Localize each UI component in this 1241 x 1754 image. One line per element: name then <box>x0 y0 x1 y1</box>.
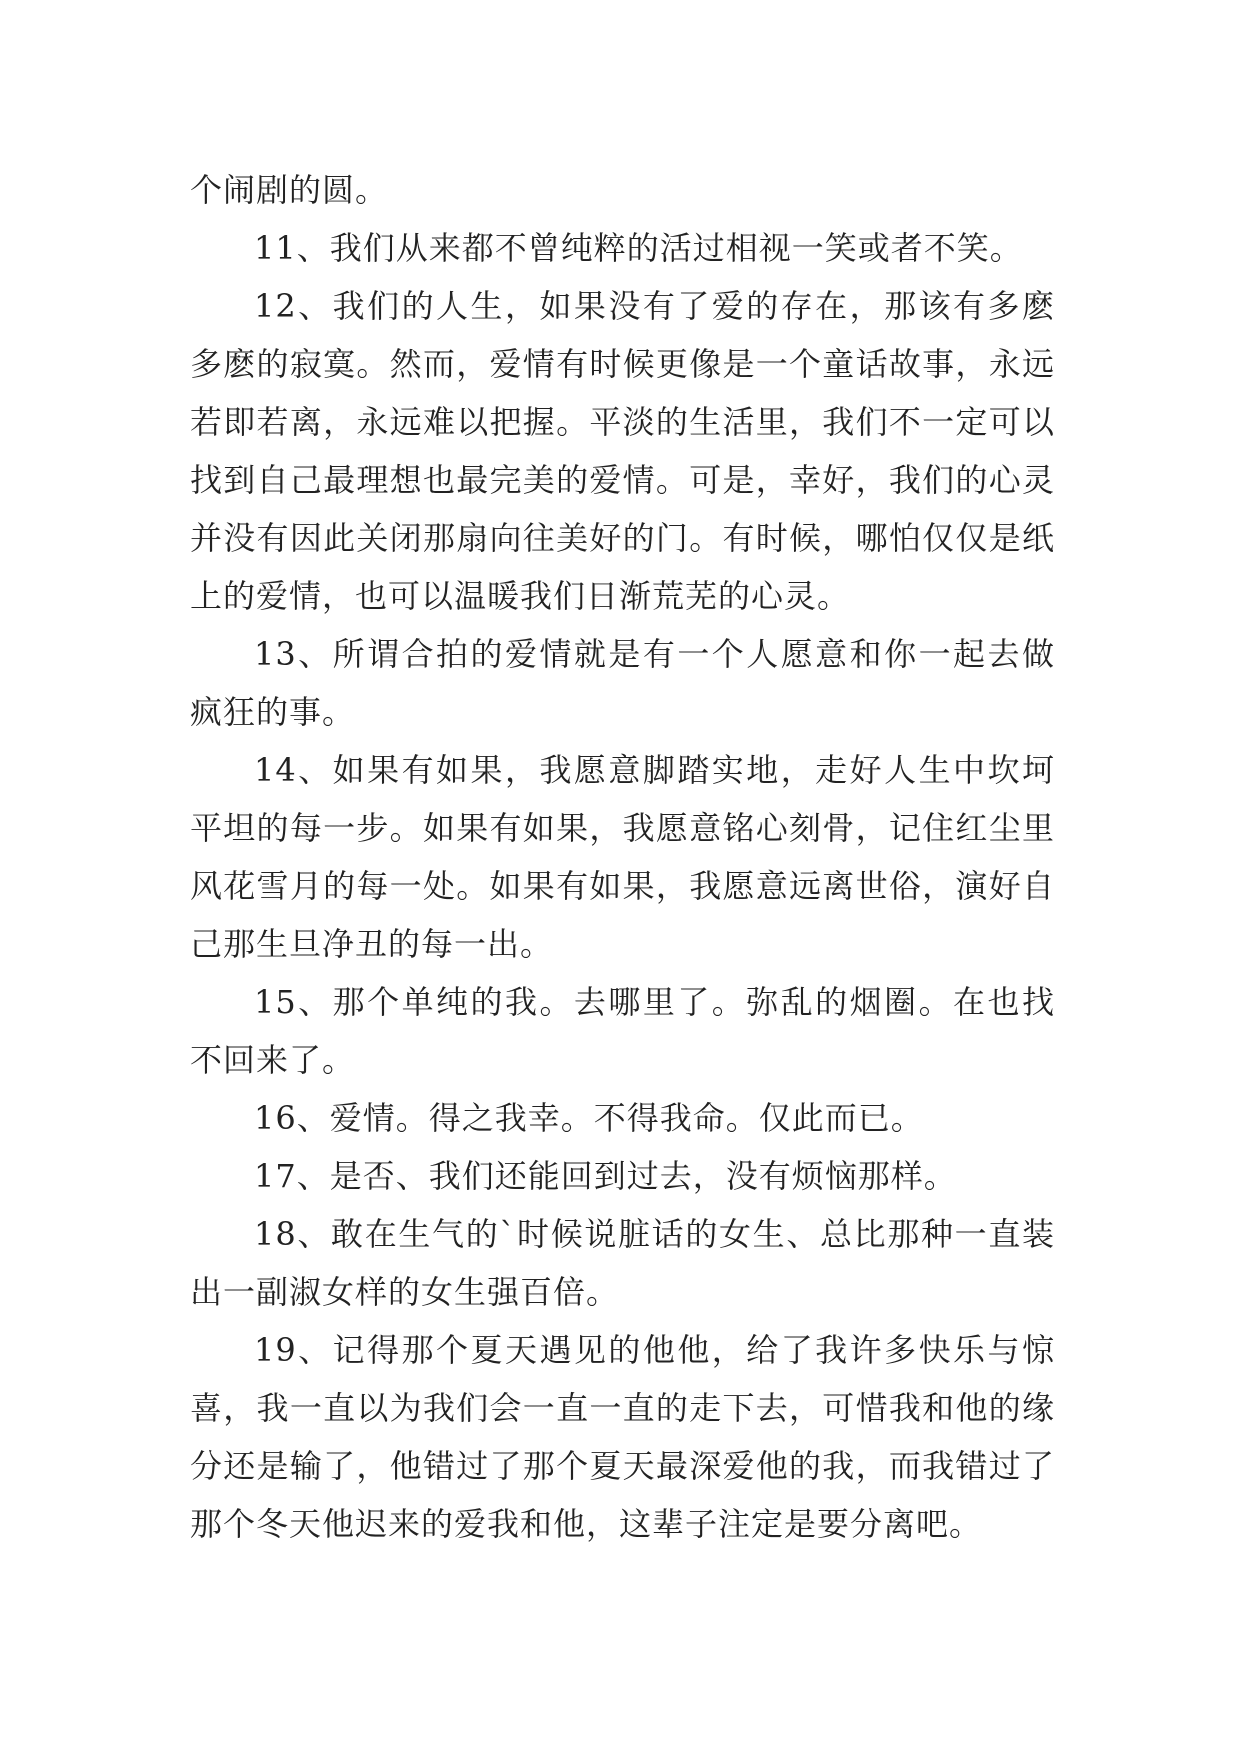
paragraph-17: 17、是否、我们还能回到过去，没有烦恼那样。 <box>254 1157 957 1195</box>
paragraph-continuation: 个闹剧的圆。 <box>190 171 389 209</box>
paragraph-18: 18、敢在生气的`时候说脏话的女生、总比那种一直装出一副淑女样的女生强百倍。 <box>190 1215 1055 1311</box>
paragraph-16: 16、爱情。得之我幸。不得我命。仅此而已。 <box>254 1099 924 1137</box>
paragraph-11: 11、我们从来都不曾纯粹的活过相视一笑或者不笑。 <box>254 229 1023 267</box>
document-body <box>190 161 1055 1553</box>
paragraph-19: 19、记得那个夏天遇见的他他，给了我许多快乐与惊喜，我一直以为我们会一直一直的走下去，可惜我和他的缘分还是输了，他错过了那个夏天最深爱他的我，而我错过了那个冬天他迟来的爱我和他，这辈子注定是要分离吧。 <box>190 1331 1055 1543</box>
paragraph-14: 14、如果有如果，我愿意脚踏实地，走好人生中坎坷平坦的每一步。如果有如果，我愿意铭心刻骨，记住红尘里风花雪月的每一处。如果有如果，我愿意远离世俗，演好自己那生旦净丑的每一出。 <box>190 751 1055 963</box>
paragraph-15: 15、那个单纯的我。去哪里了。弥乱的烟圈。在也找不回来了。 <box>190 983 1055 1079</box>
paragraph-12: 12、我们的人生，如果没有了爱的存在，那该有多麽多麽的寂寞。然而，爱情有时候更像是一个童话故事，永远若即若离，永远难以把握。平淡的生活里，我们不一定可以找到自己最理想也最完美的爱情。可是，幸好，我们的心灵并没有因此关闭那扇向往美好的门。有时候，哪怕仅仅是纸上的爱情，也可以温暖我们日渐荒芜的心灵。 <box>190 287 1055 615</box>
paragraph-13: 13、所谓合拍的爱情就是有一个人愿意和你一起去做疯狂的事。 <box>190 635 1055 731</box>
